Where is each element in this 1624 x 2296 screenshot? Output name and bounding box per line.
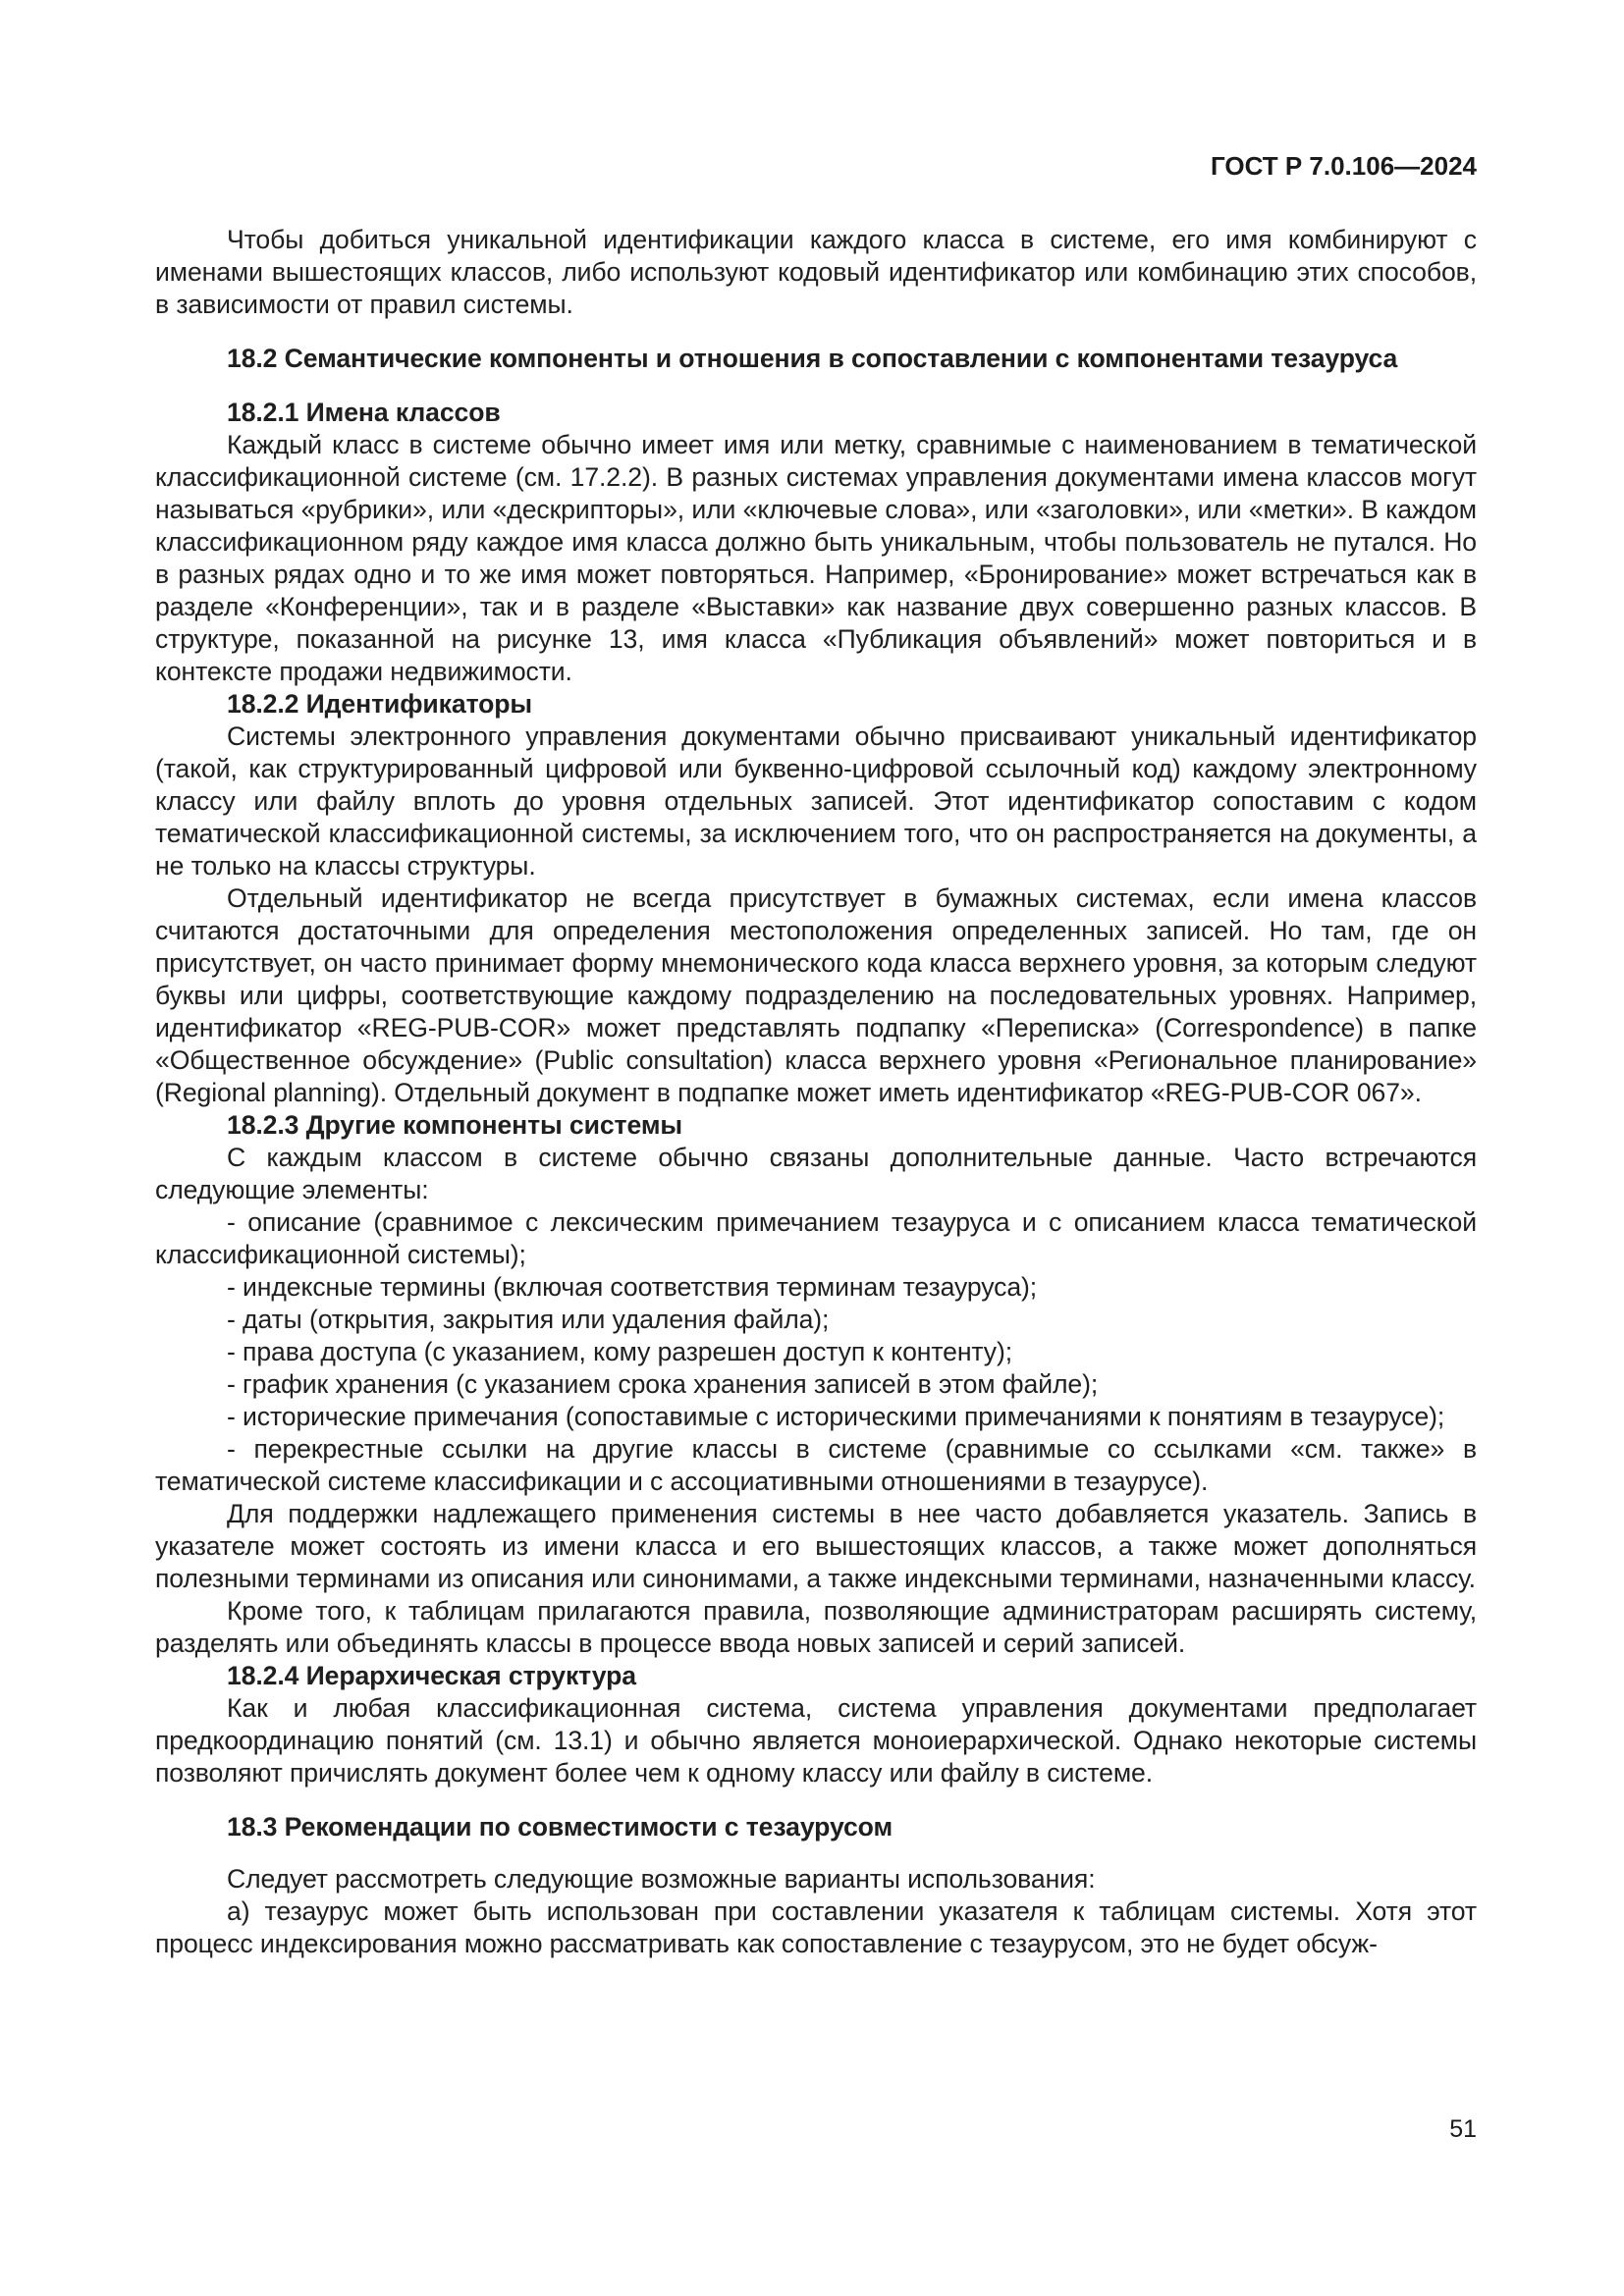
page-number: 51: [1449, 2115, 1477, 2143]
paragraph: а) тезаурус может быть использован при составлении указателя к таблицам системы. Хотя этот процесс индексирования можно рассматривать как сопоставление с тезаурусом, это не будет обсуж-: [155, 1896, 1477, 1958]
list-item: - индексные термины (включая соответствия терминам тезауруса);: [227, 1272, 1038, 1302]
paragraph: С каждым классом в системе обычно связаны дополнительные данные. Часто встречаются следующие элементы:: [155, 1143, 1477, 1204]
document-body: [155, 224, 1477, 1960]
section-heading-18-2-3: 18.2.3 Другие компоненты системы: [227, 1110, 683, 1140]
list-item: - права доступа (с указанием, кому разрешен доступ к контенту);: [227, 1337, 1013, 1366]
section-heading-18-3: 18.3 Рекомендации по совместимости с тезаурусом: [227, 1812, 893, 1842]
section-heading-18-2-4: 18.2.4 Иерархическая структура: [227, 1661, 636, 1690]
list-item: - перекрестные ссылки на другие классы в системе (сравнимые со ссылками «см. также» в тематической системе классификации и с ассоциативными отношениями в тезаурусе).: [155, 1434, 1477, 1496]
section-heading-18-2-2: 18.2.2 Идентификаторы: [227, 689, 533, 719]
paragraph: Системы электронного управления документами обычно присваивают уникальный идентификатор (такой, как структурированный цифровой или буквенно-цифровой ссылочный код) каждому электронному классу или файлу вплоть до уровня отдельных записей. Этот идентификатор сопоставим с кодом тематической классификационной системы, за исключением того, что он распространяется на документы, а не только на классы структуры.: [155, 721, 1477, 881]
paragraph: Как и любая классификационная система, система управления документами предполагает предкоординацию понятий (см. 13.1) и обычно является моноиерархической. Однако некоторые системы позволяют причислять документ более чем к одному классу или файлу в системе.: [155, 1693, 1477, 1788]
paragraph: Для поддержки надлежащего применения системы в нее часто добавляется указатель. Запись в указателе может состоять из имени класса и его вышестоящих классов, а также может дополняться полезными терминами из описания или синонимами, а также индексными терминами, назначенными классу.: [155, 1499, 1477, 1593]
list-item: - описание (сравнимое с лексическим примечанием тезауруса и с описанием класса тематической классификационной системы);: [155, 1207, 1477, 1269]
paragraph: Отдельный идентификатор не всегда присутствует в бумажных системах, если имена классов считаются достаточными для определения местоположения определенных записей. Но там, где он присутствует, он часто принимает форму мнемонического кода класса верхнего уровня, за которым следуют буквы или цифры, соответствующие каждому подразделению на последовательных уровнях. Например, идентификатор «REG-PUB-COR» может представлять подпапку «Переписка» (Correspondence) в папке «Общественное обсуждение» (Public consultation) класса верхнего уровня «Региональное планирование» (Regional planning). Отдельный документ в подпапке может иметь идентификатор «REG-PUB-COR 067».: [155, 883, 1477, 1107]
section-heading-18-2-1: 18.2.1 Имена классов: [227, 398, 501, 427]
paragraph: Следует рассмотреть следующие возможные варианты использования:: [227, 1864, 1096, 1894]
list-item: - даты (открытия, закрытия или удаления файла);: [227, 1305, 830, 1334]
paragraph: Чтобы добиться уникальной идентификации каждого класса в системе, его имя комбинируют с именами вышестоящих классов, либо используют кодовый идентификатор или комбинацию этих способов, в зависимости от правил системы.: [155, 225, 1477, 319]
paragraph: Кроме того, к таблицам прилагаются правила, позволяющие администраторам расширять систему, разделять или объединять классы в процессе ввода новых записей и серий записей.: [155, 1596, 1477, 1658]
document-header: ГОСТ Р 7.0.106—2024: [1210, 151, 1477, 181]
paragraph: Каждый класс в системе обычно имеет имя или метку, сравнимые с наименованием в тематической классификационной системе (см. 17.2.2). В разных системах управления документами имена классов могут называться «рубрики», или «дескрипторы», или «ключевые слова», или «заголовки», или «метки». В каждом классификационном ряду каждое имя класса должно быть уникальным, чтобы пользователь не путался. Но в разных рядах одно и то же имя может повторяться. Например, «Бронирование» может встречаться как в разделе «Конференции», так и в разделе «Выставки» как название двух совершенно разных классов. В структуре, показанной на рисунке 13, имя класса «Публикация объявлений» может повториться и в контексте продажи недвижимости.: [155, 430, 1477, 686]
list-item: - исторические примечания (сопоставимые с историческими примечаниями к понятиям в тезаурусе);: [227, 1402, 1445, 1431]
section-heading-18-2: 18.2 Семантические компоненты и отношения в сопоставлении с компонентами тезауруса: [227, 344, 1398, 373]
list-item: - график хранения (с указанием срока хранения записей в этом файле);: [227, 1369, 1099, 1399]
